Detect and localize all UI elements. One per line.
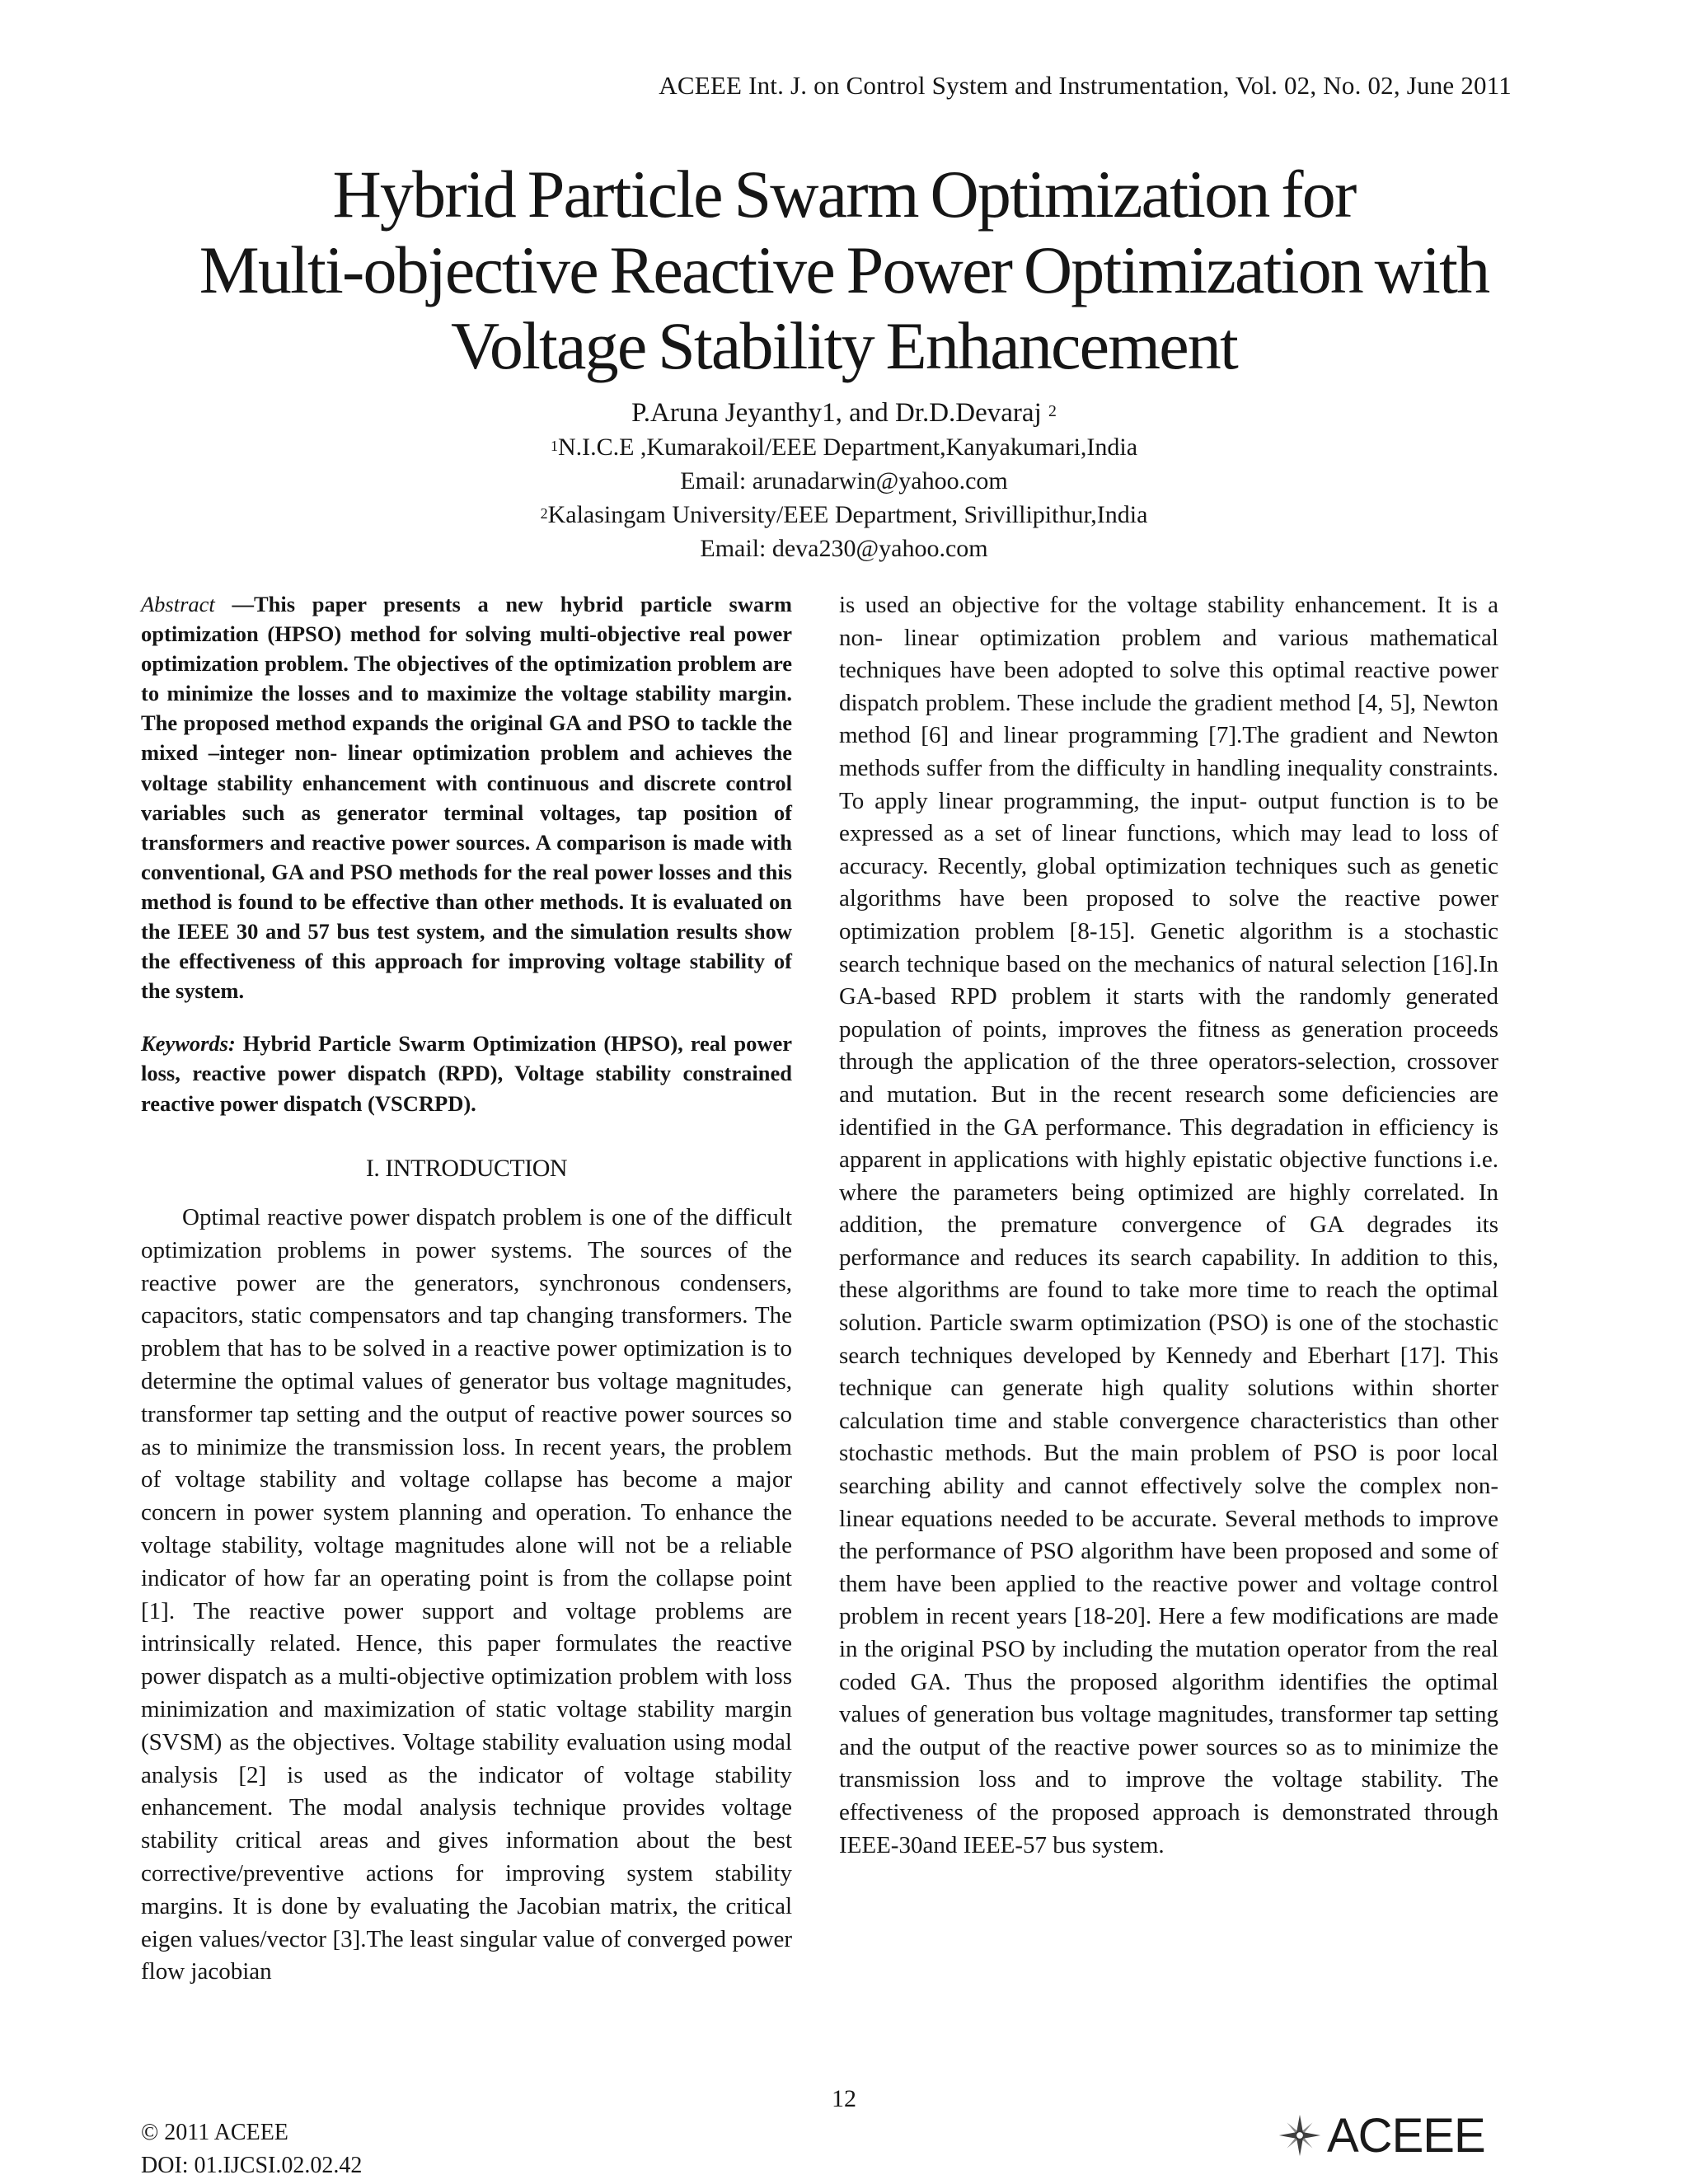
introduction-paragraph-right: is used an objective for the voltage stability enhancement. It is a non- linear optimization problem and various mathematical techniques have been adopted to solve this optimal reactive power dispatch problem. These include the gradient method [4, 5], Newton method [6] and linear programming [7].The gradient and Newton methods suffer from the difficulty in handling inequality constraints. To apply linear programming, the input- output function is to be expressed as a set of linear functions, which may lead to loss of accuracy. Recently, global optimization techniques such as genetic algorithms have been proposed to solve the reactive power optimization problem [8-15]. Genetic algorithm is a stochastic search technique based on the mechanics of natural selection [16].In GA-based RPD problem it starts with the randomly generated population of points, improves the fitness as generation proceeds through the application of the three operators-selection, crossover and mutation. But in the recent research some deficiencies are identified in the GA performance. This degradation in efficiency is apparent in applications with highly epistatic objective functions i.e. where the parameters being optimized are highly correlated. In addition, the premature convergence of GA degrades its performance and reduces its search capability. In addition to this, these algorithms are found to take more time to reach the optimal solution. Particle swarm optimization (PSO) is one of the stochastic search techniques developed by Kennedy and Eberhart [17]. This technique can generate high quality solutions within shorter calculation time and stable convergence characteristics than other stochastic methods. But the main problem of PSO is poor local searching ability and cannot effectively solve the complex non-linear equations needed to be accurate. Several methods to improve the performance of PSO algorithm have been proposed and some of them have been applied to the reactive power and voltage control problem in recent years [18-20]. Here a few modifications are made in the original PSO by including the mutation operator from the real coded GA. Thus the proposed algorithm identifies the optimal values of generation bus voltage magnitudes, transformer tap setting and the output of the reactive power sources so as to minimize the transmission loss and to improve the voltage stability. The effectiveness of the proposed approach is demonstrated through IEEE-30and IEEE-57 bus system.: [839, 592, 1498, 1858]
affiliation-2-text: Kalasingam University/EEE Department, Srivillipithur,India: [547, 501, 1148, 528]
paper-title: [0, 157, 1688, 384]
left-column: [141, 589, 792, 1989]
footer-left: [141, 2116, 362, 2182]
authors-block: [0, 396, 1688, 565]
affiliation-2-superscript: 2: [540, 504, 548, 522]
affiliation-1-superscript: 1: [550, 437, 558, 454]
affiliation-1: [0, 430, 1688, 464]
introduction-paragraph-left: Optimal reactive power dispatch problem is one of the difficult optimization problems in power systems. The sources of the reactive power are the generators, synchronous condensers, capacitors, static compensators and tap changing transformers. The problem that has to be solved in a reactive power optimization is to determine the optimal values of generator bus voltage magnitudes, transformer tap setting and the output of reactive power sources so as to minimize the transmission loss. In recent years, the problem of voltage stability and voltage collapse has become a major concern in power system planning and operation. To enhance the voltage stability, voltage magnitudes alone will not be a reliable indicator of how far an operating point is from the collapse point [1]. The reactive power support and voltage problems are intrinsically related. Hence, this paper formulates the reactive power dispatch as a multi-objective optimization problem with loss minimization and maximization of static voltage stability margin (SVSM) as the objectives. Voltage stability evaluation using modal analysis [2] is used as the indicator of voltage stability enhancement. The modal analysis technique provides voltage stability critical areas and gives information about the best corrective/preventive actions for improving system stability margins. It is done by evaluating the Jacobian matrix, the critical eigen values/vector [3].The least singular value of converged power flow jacobian: [141, 1204, 792, 1985]
email-2: Email: deva230@yahoo.com: [700, 535, 988, 562]
right-column: [839, 589, 1498, 1862]
affiliation-2: [0, 498, 1688, 532]
keywords: [141, 1029, 792, 1118]
aceee-star-icon: [1276, 2111, 1324, 2159]
author-2-superscript: 2: [1048, 402, 1057, 421]
author-names-text: P.Aruna Jeyanthy1, and Dr.D.Devaraj: [631, 398, 1042, 428]
author-names: [0, 396, 1688, 430]
abstract-text: —This paper presents a new hybrid particle swarm optimization (HPSO) method for solving multi-objective real power optimization problem. The objectives of the optimization problem are to minimize the losses and to maximize the voltage stability margin. The proposed method expands the original GA and PSO to tackle the mixed –integer non- linear optimization problem and achieves the voltage stability enhancement with continuous and discrete control variables such as generator terminal voltages, tap position of transformers and reactive power sources. A comparison is made with conventional, GA and PSO methods for the real power losses and this method is found to be effective than other methods. It is evaluated on the IEEE 30 and 57 bus test system, and the simulation results show the effectiveness of this approach for improving voltage stability of the system.: [141, 592, 792, 1004]
copyright: © 2011 ACEEE: [141, 2120, 288, 2145]
journal-header: ACEEE Int. J. on Control System and Instrumentation, Vol. 02, No. 02, June 2011: [659, 71, 1512, 100]
keywords-lead: Keywords:: [141, 1031, 236, 1057]
logo-text: ACEEE: [1327, 2108, 1485, 2163]
abstract: [141, 589, 792, 1005]
title-line-1: Hybrid Particle Swarm Optimization for: [332, 157, 1356, 232]
affiliation-1-text: N.I.C.E ,Kumarakoil/EEE Department,Kanyakumari,India: [557, 434, 1138, 461]
keywords-text: Hybrid Particle Swarm Optimization (HPSO), real power loss, reactive power dispatch (RPD), Voltage stability constrained reactive power dispatch (VSCRPD).: [141, 1031, 792, 1116]
title-line-2: Multi-objective Reactive Power Optimization with: [199, 232, 1489, 307]
email-1: Email: arunadarwin@yahoo.com: [680, 467, 1008, 494]
aceee-logo: [1276, 2107, 1485, 2164]
title-line-3: Voltage Stability Enhancement: [451, 308, 1237, 383]
page-number: 12: [832, 2085, 856, 2112]
abstract-lead: Abstract: [141, 592, 215, 616]
section-heading-introduction: I. INTRODUCTION: [365, 1154, 568, 1182]
doi: DOI: 01.IJCSI.02.02.42: [141, 2153, 363, 2178]
